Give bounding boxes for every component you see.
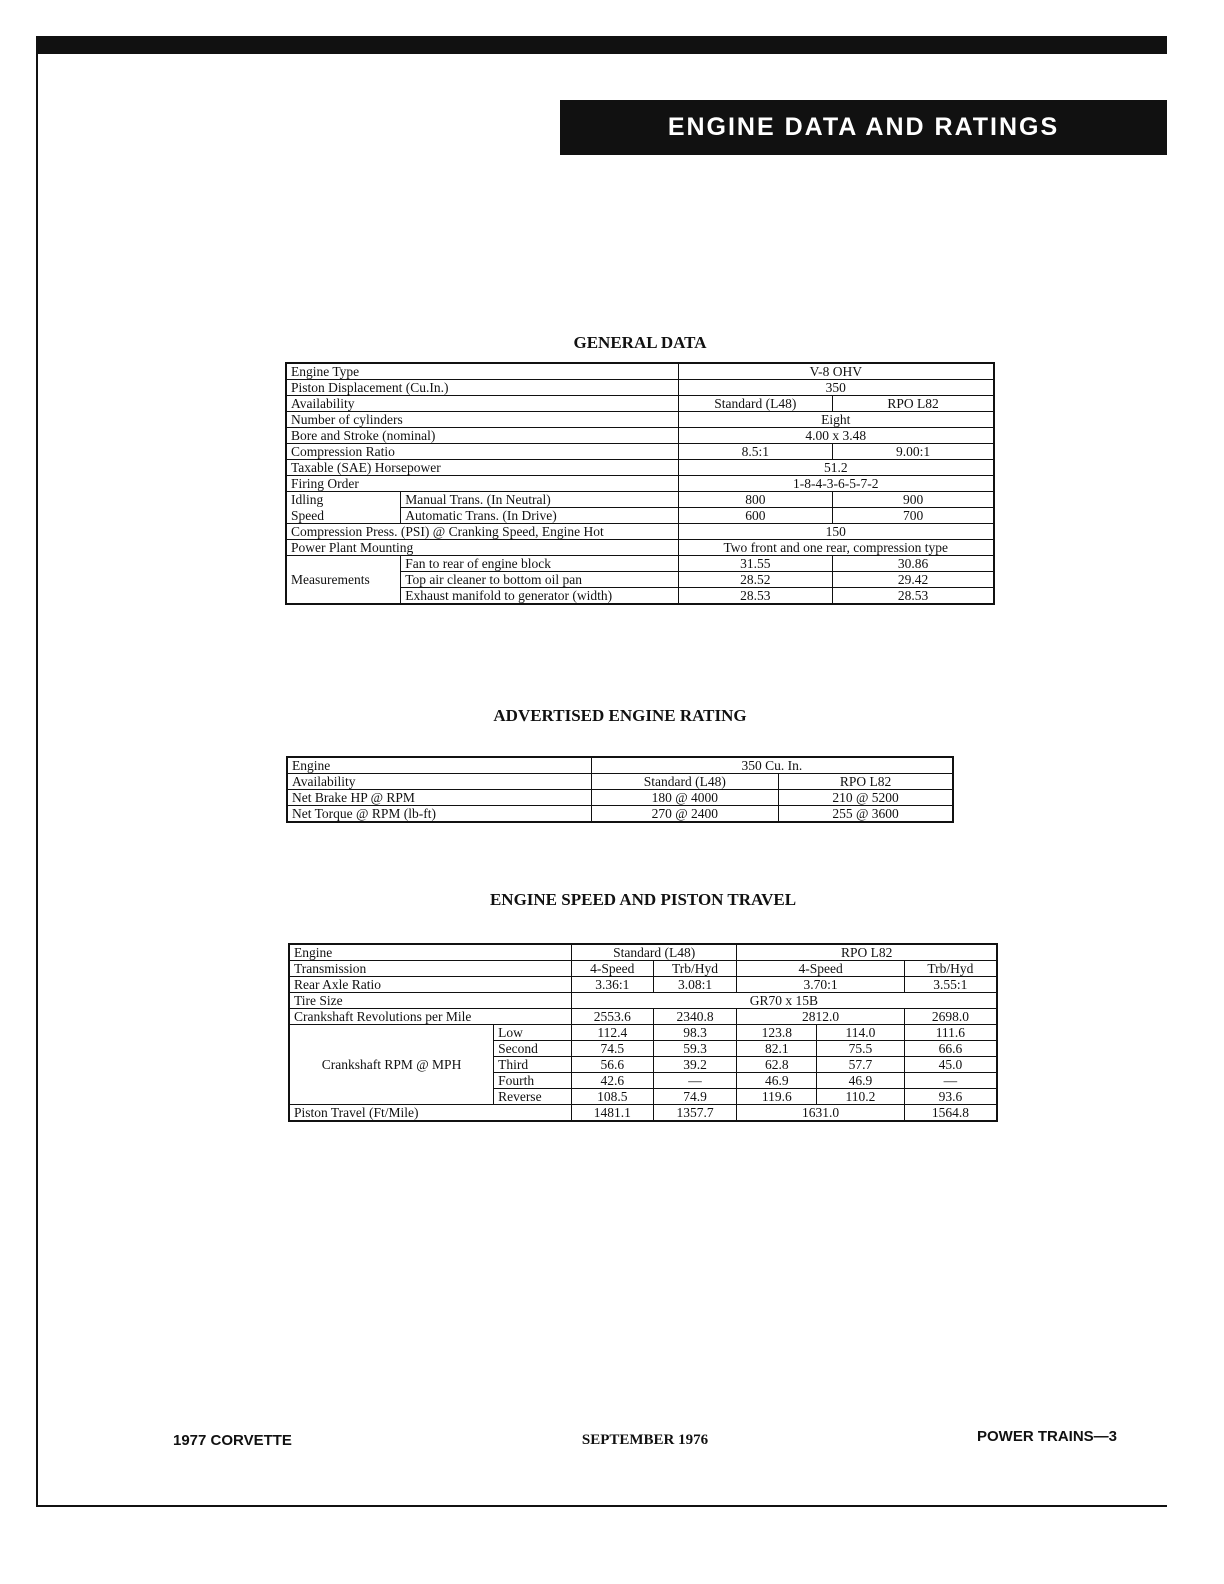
table-row [289,1105,997,1122]
row-label: Manual Trans. (In Neutral) [401,492,678,508]
cell-value: — [653,1073,737,1089]
row-label: Tire Size [289,993,571,1009]
row-value: 1-8-4-3-6-5-7-2 [678,476,994,492]
table-row [289,1009,997,1025]
row-label: Rear Axle Ratio [289,977,571,993]
table-row [287,790,953,806]
row-label: Engine Type [286,363,678,380]
cell-value: 46.9 [737,1073,817,1089]
row-value: Two front and one rear, compression type [678,540,994,556]
cell-value: Trb/Hyd [653,961,737,977]
row-label: Taxable (SAE) Horsepower [286,460,678,476]
cell-value: 123.8 [737,1025,817,1041]
cell-value: GR70 x 15B [571,993,997,1009]
table-row [289,977,997,993]
cell-value: 2340.8 [653,1009,737,1025]
table-row [286,380,994,396]
cell-value: 3.08:1 [653,977,737,993]
cell-value: 1564.8 [904,1105,997,1122]
cell-value: 3.36:1 [571,977,653,993]
gear-label: Fourth [494,1073,572,1089]
table-row [286,556,994,572]
cell-value: 1481.1 [571,1105,653,1122]
cell-value: 114.0 [817,1025,905,1041]
std-value: 28.52 [678,572,833,588]
table-row [286,412,994,428]
left-border-rule [36,54,38,1506]
cell-value: 74.9 [653,1089,737,1105]
row-label: Compression Ratio [286,444,678,460]
table-row [286,524,994,540]
cell-value: 93.6 [904,1089,997,1105]
gear-label: Low [494,1025,572,1041]
cell-value: — [904,1073,997,1089]
row-label: Automatic Trans. (In Drive) [401,508,678,524]
table-row [289,961,997,977]
std-value: Standard (L48) [591,774,778,790]
row-label: Fan to rear of engine block [401,556,678,572]
crank-rpm-label: Crankshaft RPM @ MPH [289,1025,494,1105]
row-value: 51.2 [678,460,994,476]
row-label: Exhaust manifold to generator (width) [401,588,678,605]
row-value: 350 Cu. In. [591,757,953,774]
cell-value: 2812.0 [737,1009,904,1025]
cell-value: 110.2 [817,1089,905,1105]
engine-speed-title: ENGINE SPEED AND PISTON TRAVEL [489,890,797,909]
table-row [287,757,953,774]
cell-value: 57.7 [817,1057,905,1073]
table-row [287,774,953,790]
gear-label: Second [494,1041,572,1057]
cell-value: 46.9 [817,1073,905,1089]
row-label: Top air cleaner to bottom oil pan [401,572,678,588]
cell-value: 98.3 [653,1025,737,1041]
std-value: 180 @ 4000 [591,790,778,806]
cell-value: 66.6 [904,1041,997,1057]
table-row [286,476,994,492]
top-border-bar [36,36,1167,54]
engine-speed-table [288,943,998,1122]
cell-value: 112.4 [571,1025,653,1041]
table-row [289,993,997,1009]
row-label: Availability [286,396,678,412]
page-title: ENGINE DATA AND RATINGS [560,100,1167,155]
std-value: 28.53 [678,588,833,605]
speed-label: Speed [286,508,401,524]
idling-label: Idling [286,492,401,508]
gear-label: Reverse [494,1089,572,1105]
gear-label: Third [494,1057,572,1073]
bottom-border-rule [36,1505,1167,1507]
cell-value: 62.8 [737,1057,817,1073]
footer-left: 1977 CORVETTE [173,1432,292,1449]
rpo-value: 700 [833,508,994,524]
row-label: Piston Displacement (Cu.In.) [286,380,678,396]
rpo-value: RPO L82 [833,396,994,412]
row-label: Net Brake HP @ RPM [287,790,591,806]
general-data-title: GENERAL DATA [573,333,707,352]
row-label: Engine [289,944,571,961]
table-row [286,492,994,508]
std-value: Standard (L48) [678,396,833,412]
cell-value: 39.2 [653,1057,737,1073]
std-value: 31.55 [678,556,833,572]
rpo-value: 30.86 [833,556,994,572]
cell-value: 3.55:1 [904,977,997,993]
std-value: 270 @ 2400 [591,806,778,823]
table-row [286,396,994,412]
std-value: 600 [678,508,833,524]
row-label: Compression Press. (PSI) @ Cranking Speed, Engine Hot [286,524,678,540]
table-row [286,363,994,380]
std-value: 8.5:1 [678,444,833,460]
cell-value: 59.3 [653,1041,737,1057]
row-label: Net Torque @ RPM (lb-ft) [287,806,591,823]
rpo-value: RPO L82 [779,774,953,790]
cell-value: 45.0 [904,1057,997,1073]
row-label: Transmission [289,961,571,977]
cell-value: 75.5 [817,1041,905,1057]
row-value: 4.00 x 3.48 [678,428,994,444]
row-label: Piston Travel (Ft/Mile) [289,1105,571,1122]
row-label: Bore and Stroke (nominal) [286,428,678,444]
row-label: Crankshaft Revolutions per Mile [289,1009,571,1025]
row-value: 150 [678,524,994,540]
table-row [289,1025,997,1041]
cell-value: 42.6 [571,1073,653,1089]
general-data-table [285,362,995,605]
cell-value: 56.6 [571,1057,653,1073]
cell-value: 2698.0 [904,1009,997,1025]
cell-value: 82.1 [737,1041,817,1057]
row-value: Eight [678,412,994,428]
cell-value: 2553.6 [571,1009,653,1025]
row-label: Number of cylinders [286,412,678,428]
table-row [286,444,994,460]
cell-value: 108.5 [571,1089,653,1105]
cell-value: 119.6 [737,1089,817,1105]
cell-value: 111.6 [904,1025,997,1041]
cell-value: 3.70:1 [737,977,904,993]
table-row [286,428,994,444]
advertised-rating-table [286,756,954,823]
table-row [286,540,994,556]
rpo-value: 29.42 [833,572,994,588]
cell-value: 1357.7 [653,1105,737,1122]
rpo-value: RPO L82 [737,944,997,961]
table-row [286,508,994,524]
rpo-value: 210 @ 5200 [779,790,953,806]
table-row [286,460,994,476]
row-label: Firing Order [286,476,678,492]
footer-center: SEPTEMBER 1976 [581,1432,709,1448]
table-row [287,806,953,823]
row-label: Engine [287,757,591,774]
std-value: Standard (L48) [571,944,737,961]
row-label: Availability [287,774,591,790]
row-label: Power Plant Mounting [286,540,678,556]
footer-right: POWER TRAINS—3 [976,1428,1117,1445]
advertised-rating-title: ADVERTISED ENGINE RATING [493,706,747,725]
rpo-value: 9.00:1 [833,444,994,460]
std-value: 800 [678,492,833,508]
cell-value: Trb/Hyd [904,961,997,977]
rpo-value: 255 @ 3600 [779,806,953,823]
cell-value: 4-Speed [737,961,904,977]
cell-value: 74.5 [571,1041,653,1057]
rpo-value: 28.53 [833,588,994,605]
cell-value: 1631.0 [737,1105,904,1122]
row-value: V-8 OHV [678,363,994,380]
table-row [289,944,997,961]
cell-value: 4-Speed [571,961,653,977]
rpo-value: 900 [833,492,994,508]
row-value: 350 [678,380,994,396]
measurements-label: Measurements [286,556,401,605]
